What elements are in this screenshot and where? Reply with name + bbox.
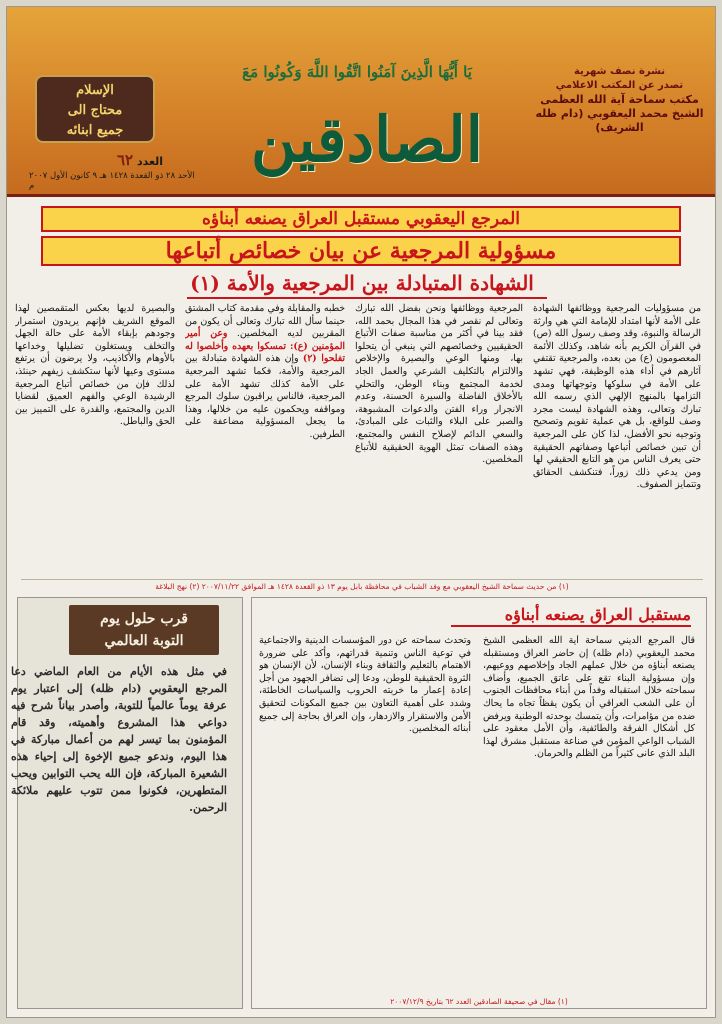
masthead [7, 7, 716, 197]
article1-column-2: المرجعية ووظائفها ونحن بفضل الله تبارك وتعالى لم نقصر في هذا المجال بحمد الله، فقد بينا في أكثر من مناسبة صفات الأتباع الحقيقيين وخصائصهم التي ينبغي أن يتحلوا بها، ومنها الوعي والبصيرة والإخلاص والالتزام بالتكليف الشرعي والعمل الجاد لخدمة المجتمع وبناء الوطن، والتحلي بالأخلاق الفاضلة والسيرة الحسنة، وعدم الانجرار وراء الفتن والدعوات المشبوهة، والصبر على البلاء والثبات على المبادئ، والسعي الدائم لإصلاح النفس والمجتمع، وهذه الصفات تمثل الهوية الحقيقية للأتباع المخلصين. [355, 303, 523, 466]
article2-column-right: قال المرجع الديني سماحة آية الله العظمى الشيخ محمد اليعقوبي (دام ظله) إن حاضر العراق ومستقبله يصنعه أبناؤه من خلال عملهم الجاد وإخلاصهم ووعيهم، وإن مسؤولية البناء تقع على عاتق الجميع، وأضاف سماحته خلال استقباله وفداً من أبناء محافظات الجنوب أن على الشعب العراقي أن يكون يقظاً تجاه ما يحاك ضده من مؤامرات، وأن يتمسك بوحدته الوطنية ويرفض كل أشكال الفرقة والطائفية، وأن الأمل معقود على الشباب الواعي المؤمن في صناعة مستقبل مشرق لهذا البلد الذي عانى كثيراً من الظلم والحرمان. [483, 635, 695, 760]
article1-column-4: والبصيرة لديها بعكس المتقمصين لهذا الموقع الشريف فإنهم يريدون استمرار وجودهم بإبقاء الأمة على حالة الجهل والتخلف ويستغلون تضليلها وخداعها بالأوهام والأكاذيب، ولا يرضون أن يرتفع مستوى وعيها لأنها ستكشف زيفهم حينئذ، لذلك فإن من خصائص أتباع المرجعية الرشيدة الوعي والفهم العميق لقضايا الدين والمجتمع، والقدرة على التمييز بين الحق والباطل. [15, 303, 175, 428]
sidebar-title-line-2: التوبة العالمي [104, 633, 184, 649]
top-headline: المرجع اليعقوبي مستقبل العراق يصنعه أبناؤه [41, 206, 681, 232]
issue-box [117, 151, 163, 169]
column3-intro: خطبه والمقابلة وفي مقدمة كتاب المشتق حينما سأل الله تبارك وتعالى أن يكون من المقربين لديه المخلصين. [185, 303, 345, 340]
main-headline: مسؤولية المرجعية عن بيان خصائص أتباعها [41, 236, 681, 266]
quran-verse: يَا أَيُّهَا الَّذِينَ آمَنُوا اتَّقُوا اللَّهَ وَكُونُوا مَعَ [242, 63, 472, 81]
article2-title: مستقبل العراق يصنعه أبناؤه [451, 605, 691, 627]
column3-body: وإن هذه الشهادة متبادلة بين المرجعية والأمة، فكما تشهد المرجعية على الأمة كذلك تشهد الأمة على المرجعية، فالناس يراقبون سلوك المرجع ومواقفه ويحكمون عليه من خلالها، وهذا ما يجعل المسؤولية مضاعفة على الطرفين. [185, 353, 345, 440]
tagline-3: مكتب سماحة آية الله العظمى [540, 93, 699, 106]
article1-column-3 [185, 303, 345, 575]
article2-footnote: (١) مقال في صحيفة الصادقين العدد ٦٢ بتاريخ ٢٠٠٧/١٢/٩ [390, 997, 568, 1006]
slogan-line-2: محتاج الى [67, 103, 123, 118]
slogan-line-1: الإسلام [76, 83, 114, 98]
slogan-line-3: جميع ابنائه [66, 123, 124, 138]
article-subheadline: الشهادة المتبادلة بين المرجعية والأمة (١) [190, 271, 534, 295]
masthead-left [17, 65, 197, 191]
issue-number: ٦٢ [117, 151, 134, 169]
article2-column-left: وتحدث سماحته عن دور المؤسسات الدينية والاجتماعية في توعية الناس وتنمية قدراتهم، وأكد على ضرورة الاهتمام بالتعليم والثقافة وبناء الإنسان، لأن الإنسان هو الثروة الحقيقية للوطن، ودعا إلى تضافر الجهود من أجل إعادة إعمار ما خربته الحروب والسياسات الخاطئة، وشدد على أهمية التعاون بين جميع المكونات لتحقيق الأمن والاستقرار والازدهار، وإن العراق بحاجة إلى جميع أبنائه المخلصين. [259, 635, 471, 735]
tagline-4: الشيخ محمد اليعقوبي (دام ظله الشريف) [535, 107, 704, 134]
article1-column-1: من مسؤوليات المرجعية ووظائفها الشهادة على الأمة لأنها امتداد للإمامة التي هي وارثة الرسالة والنبوة، وقد وصف رسول الله (ص) في القرآن الكريم بأنه شاهد، وكذلك الأئمة المعصومون (ع) من بعده، والمرجعية تقتفي آثارهم في أداء هذه الوظيفة، فهي تشهد على الأمة في سلوكها وتوجهاتها ومدى التزامها بالمنهج الإلهي الذي رسمه الله تبارك وتعالى، وهذه الشهادة ليست مجرد وصف للواقع، بل هي عملية تقويم وتصحيح وتوجيه نحو الأفضل، لذا كان على المرجعية أن تبين خصائص أتباعها وصفاتهم الحقيقية حتى يعرف الناس من هو التابع الحقيقي لها ومن يدعي ذلك زوراً، فتنكشف الحقائق وتتمايز الصفوف. [533, 303, 701, 491]
slogan-box [35, 75, 155, 143]
sidebar-body: في مثل هذه الأيام من العام الماضي دعا المرجع اليعقوبي (دام ظله) إلى اعتبار يوم عرفة يوماً عالمياً للتوبة، وأصدر بياناً شرح فيه دواعي هذا المشروع وأهميته، وقد قام المؤمنون بما تيسر لهم من أعمال مباركة في هذا اليوم، وندعو جميع الإخوة إلى إحياء هذه الشعيرة المباركة، فإن الله يحب التوابين ويحب المتطهرين، فكونوا ممن تتوب عليهم ملائكة الرحمن. [11, 665, 227, 814]
article1-footnote: (١) من حديث سماحة الشيخ اليعقوبي مع وفد الشباب في محافظة بابل يوم ١٣ ذو القعدة ١٤٢٨ هـ الموافق ٢٠٠٧/١١/٢٢ (٢) نهج البلاغة [21, 579, 703, 591]
tagline-2: تصدر عن المكتب الاعلامي [555, 80, 684, 91]
tagline-1: نشرة نصف شهرية [573, 66, 665, 77]
sidebar-title-line-1: قرب حلول يوم [100, 611, 188, 627]
newspaper-page [6, 6, 716, 1018]
issue-label: العدد [136, 155, 164, 168]
column3-highlight: وعن أمير المؤمنين (ع): تمسكوا بعهده وأخلصوا له تفلحوا (٢) [185, 328, 345, 365]
masthead-info [532, 65, 707, 183]
subheadline-rule [187, 297, 547, 299]
issue-date: الأحد ٢٨ ذو القعدة ١٤٢٨ هـ ٩ كانون الأول ٢٠٠٧ م [29, 171, 195, 191]
newspaper-title: الصادقين [251, 103, 483, 176]
sidebar-title [69, 605, 219, 655]
